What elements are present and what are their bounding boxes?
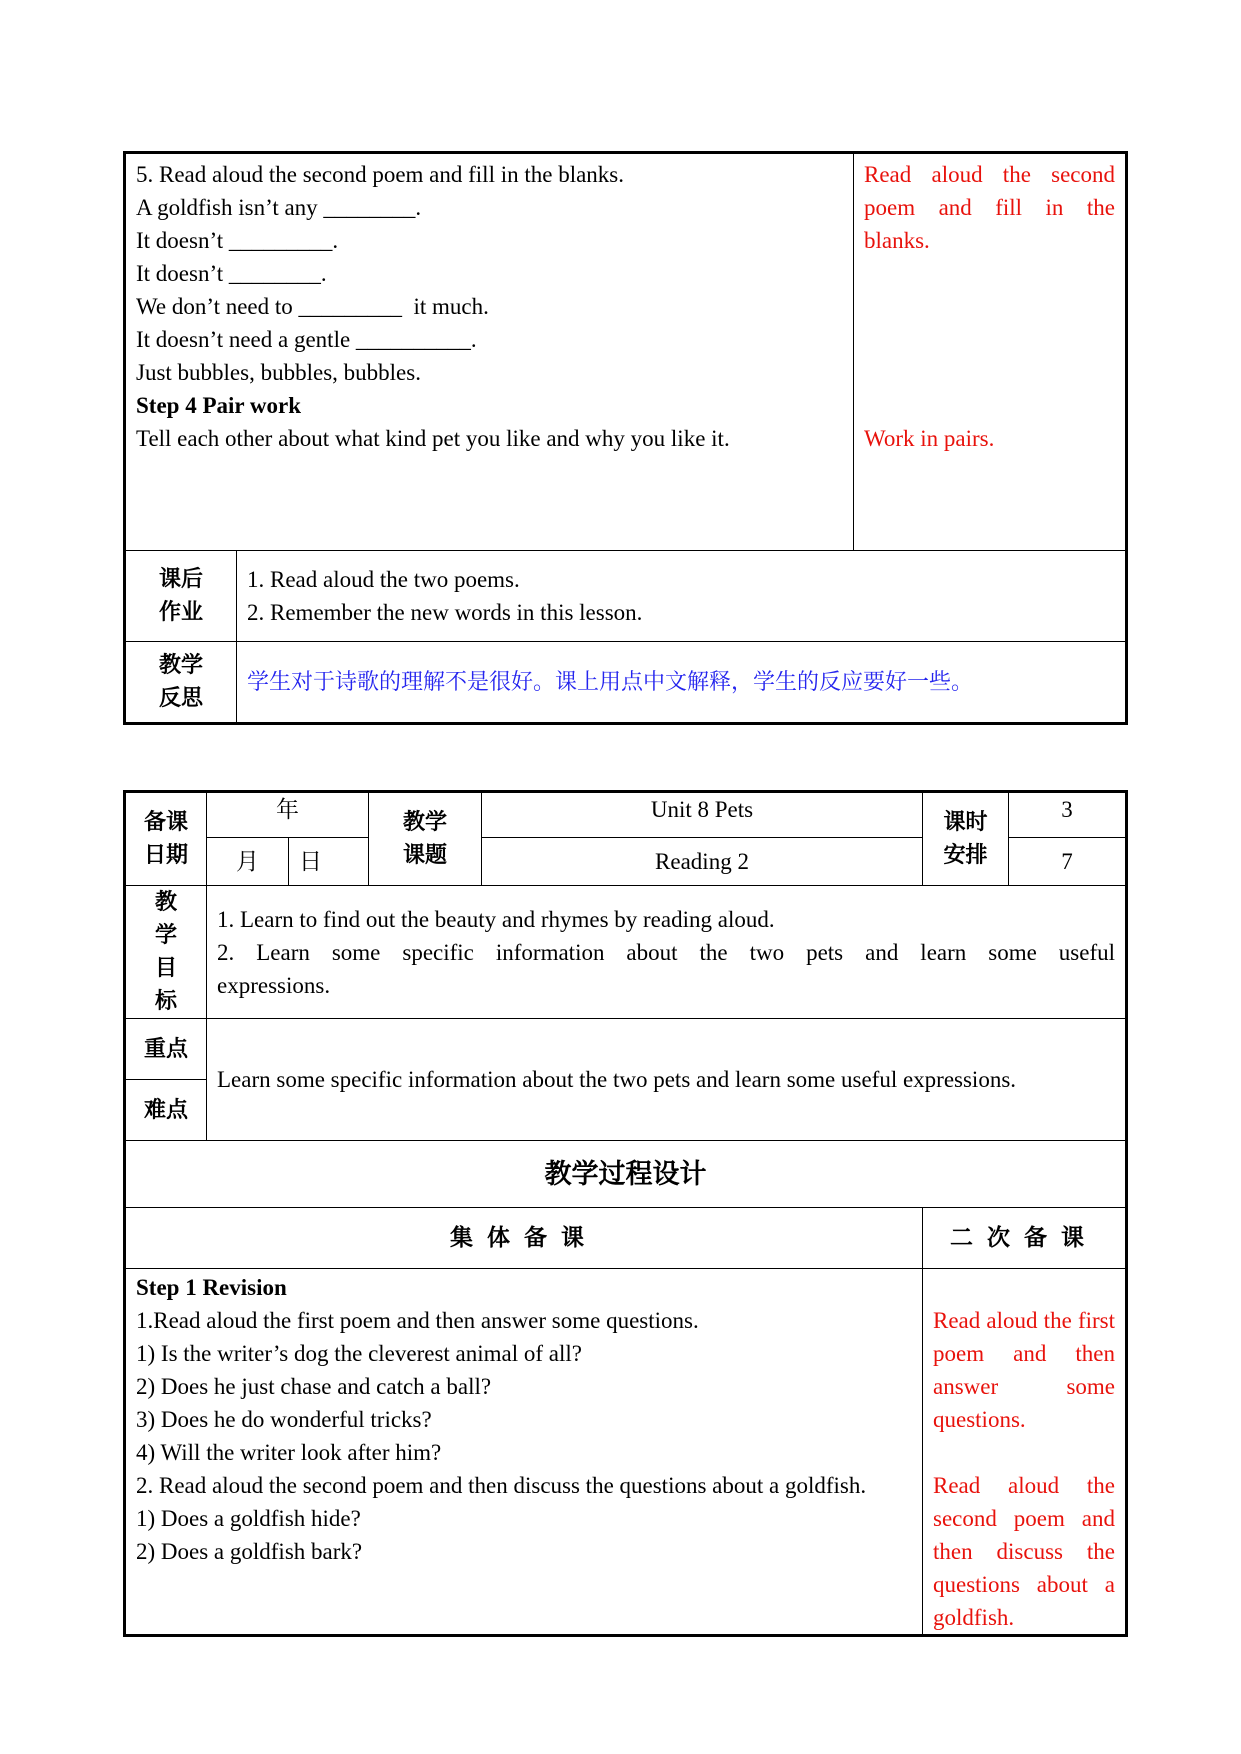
activity-line: 1) Is the writer’s dog the cleverest animal of all?	[136, 1341, 582, 1366]
activity-line: We don’t need to _________ it much.	[136, 294, 489, 319]
activity-line: A goldfish isn’t any ________.	[136, 195, 422, 220]
activity-line: Just bubbles, bubbles, bubbles.	[136, 360, 421, 385]
homework-line: 1. Read aloud the two poems.	[247, 567, 520, 592]
reflection-text: 学生对于诗歌的理解不是很好。课上用点中文解释，学生的反应要好一些。	[237, 642, 1127, 724]
activity-line: It doesn’t ________.	[136, 261, 327, 286]
unit-title: Unit 8 Pets	[482, 792, 923, 838]
step1-cell	[125, 1269, 923, 1636]
note-cell	[923, 1269, 1127, 1636]
year-cell: 年	[207, 792, 369, 838]
homework-line: 2. Remember the new words in this lesson.	[247, 600, 643, 625]
collective-label: 集体备课	[125, 1208, 923, 1269]
homework-cell	[237, 551, 1127, 642]
objectives-label: 教学目标	[125, 886, 207, 1019]
activity-line: 1.Read aloud the first poem and then answer some questions.	[136, 1308, 699, 1333]
secondary-label: 二次备课	[923, 1208, 1127, 1269]
activity-line: 1) Does a goldfish hide?	[136, 1506, 361, 1531]
homework-label: 课后作业	[125, 551, 237, 642]
month-cell: 月	[207, 838, 289, 886]
reflection-label: 教学反思	[125, 642, 237, 724]
activity-line: 3) Does he do wonderful tricks?	[136, 1407, 432, 1432]
note-cell	[854, 153, 1127, 551]
teacher-note: Read aloud the first poem and then answer some questions.	[933, 1308, 1115, 1432]
step-title: Step 4 Pair work	[136, 393, 302, 418]
activity-line: 2) Does he just chase and catch a ball?	[136, 1374, 492, 1399]
topic-label: 教学课题	[369, 792, 482, 886]
key-label: 重点	[125, 1019, 207, 1080]
lesson-plan-table	[123, 790, 1128, 1637]
activity-line: It doesn’t _________.	[136, 228, 339, 253]
activity-line: 4) Will the writer look after him?	[136, 1440, 442, 1465]
activity-line: It doesn’t need a gentle __________.	[136, 327, 477, 352]
lesson-table-continued	[123, 151, 1128, 725]
period-value: 7	[1009, 838, 1127, 886]
prep-date-label: 备课日期	[125, 792, 207, 886]
lesson-title: Reading 2	[482, 838, 923, 886]
period-label: 课时安排	[923, 792, 1009, 886]
step-title: Step 1 Revision	[136, 1275, 287, 1300]
objectives-cell	[207, 886, 1127, 1019]
activity-cell	[125, 153, 854, 551]
teacher-note: Read aloud the second poem and then discuss the questions about a goldfish.	[933, 1473, 1115, 1630]
key-text: Learn some specific information about the two pets and learn some useful expressions.	[207, 1019, 1127, 1141]
objective-item: 2. Learn some specific information about the two pets and learn some useful expressions.	[217, 939, 1115, 998]
activity-line: 2) Does a goldfish bark?	[136, 1539, 363, 1564]
teacher-note: Work in pairs.	[864, 426, 995, 451]
day-cell: 日	[289, 838, 369, 886]
teacher-note: Read aloud the second poem and fill in the blanks.	[864, 162, 1115, 253]
activity-line: 2. Read aloud the second poem and then discuss the questions about a goldfish.	[136, 1473, 867, 1498]
difficulty-label: 难点	[125, 1080, 207, 1141]
process-title: 教学过程设计	[125, 1141, 1127, 1208]
period-value: 3	[1009, 792, 1127, 838]
activity-line: Tell each other about what kind pet you like and why you like it.	[136, 426, 730, 451]
activity-line: 5. Read aloud the second poem and fill in the blanks.	[136, 162, 624, 187]
objective-item: 1. Learn to find out the beauty and rhymes by reading aloud.	[217, 906, 775, 932]
